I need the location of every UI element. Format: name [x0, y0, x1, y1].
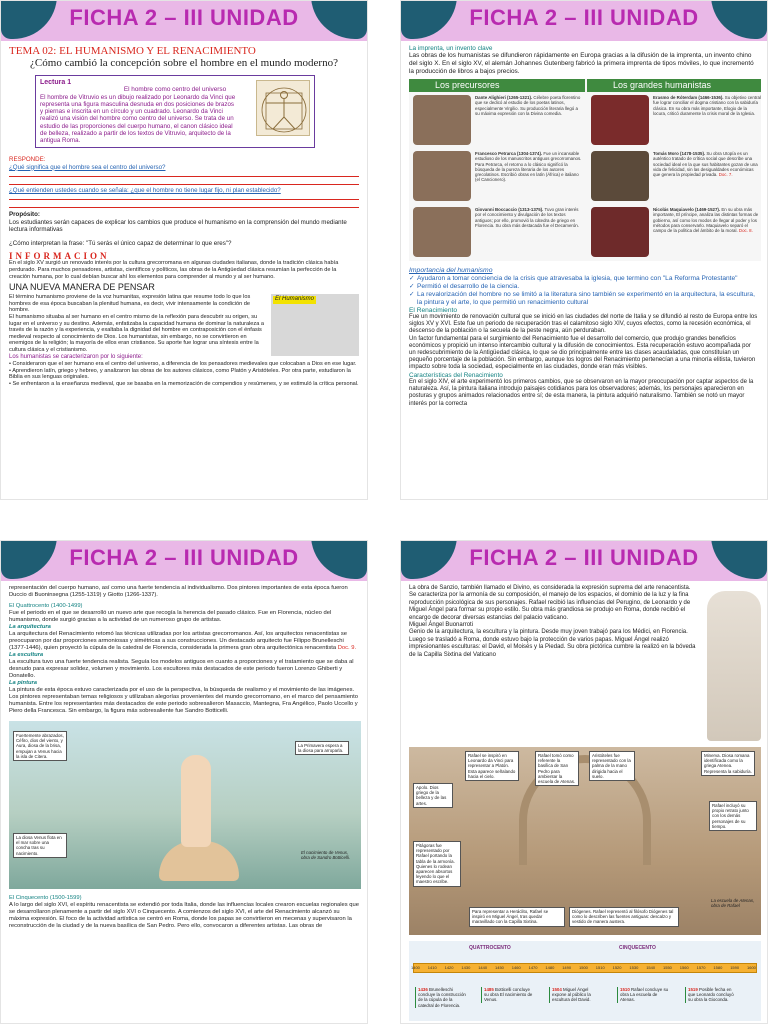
page-3: [0, 540, 368, 1024]
timeline-tick: 1460: [511, 965, 521, 970]
importance-item: ✓ La revalorización del hombre no se limitó a la literatura sino también se experimentó en la arquitectura, la escultura, la pintura y el arte, lo que permitió un renacimiento cultural: [409, 291, 759, 307]
image-note: Apolo. Dios griego de la belleza y de las artes.: [413, 783, 453, 808]
timeline-tick: 1430: [461, 965, 471, 970]
renaissance-paragraph: Un factor fundamental para el surgimiento del Renacimiento fue el desarrollo del comercio, que produjo grandes beneficios económicos y propició un intenso intercambio cultural y la difusión de conocimientos. Esta recuperación estuvo acompañada por un redescubrimiento de la Antigüedad clásica, lo que se dio principalmente entre las clases acaudaladas, que constituían un pequeño porcentaje de la población. Sin embargo, aunque los logros del Renacimiento pertenecían a una minoría elitista, tuvieron impacto sobre toda la sociedad, especialmente en las ciudades, donde eran más visibles.: [409, 335, 756, 371]
quattrocento-title: El Quattrocento (1400-1499): [9, 603, 83, 609]
paragraph: Luego se trasladó a Roma, donde estuvo bajo la protección de varios papas. Miguel Ángel realizó impresionantes esculturas: el David, el Moisés y la Piedad. Su obra pictórica cumbre la realizó en la bóveda de la Capilla Sixtina del Vaticano: [409, 636, 696, 658]
page-title: FICHA 2 – III UNIDAD: [469, 545, 699, 570]
characteristic-item: • Aprendieron latín, griego y hebreo, y analizaron las obras de los autores clásicos, como Platón y Aristóteles. Por otra parte, estudiaron la Biblia en sus lenguas originales.: [9, 367, 351, 381]
portrait-maquiavelo: [591, 207, 649, 257]
info-paragraph: El humanismo situaba al ser humano en el centro mismo de la reflexión para descubrir su origen, su lugar en el universo y su destino. Además, enfatizaba la capacidad humana de dominar la naturaleza a través de la razón y la experiencia, y exaltaba la dignidad del hombre en contraposición con el énfasis medieval respecto al conocimiento de Dios. Los humanistas, sin embargo, no se convirtieron en enemigos de la religión; la mayoría de ellos eran cristianos. Su aporte fue lograr una síntesis entre la cultura clásica y el cristianismo.: [9, 314, 264, 354]
question-2: ¿Qué entienden ustedes cuando se señala: ¿que el hombre no tiene lugar fijo, ni plan establecido?: [9, 187, 281, 195]
page-body: [409, 45, 759, 408]
page-body: [9, 45, 359, 387]
image-note: Fuertemente abrazados, Céfiro, dios del viento, y Aura, diosa de la brisa, empujan a Venus hacia la isla de Citera.: [13, 731, 67, 761]
timeline-tick: 1580: [713, 965, 723, 970]
humanist-bio: Dante Alighieri (1265-1321). Célebre poeta florentino que se dedicó al estudio de los poetas latinos, especialmente Virgilio. Su producción literaria llegó a su máxima expresión con la Divina comedia.: [475, 95, 581, 116]
renaissance-paragraph: En el siglo XIV, el arte experimentó los primeros cambios, que se observaron en la mayor preocupación por captar aspectos de la naturaleza. Así, la pintura italiana introdujo paisajes cotidianos para los observadores; además, los personajes aparecieron en posturas y grupos animados relacionados entre sí; de esta manera, la pintura adquirió naturalismo. También se notó un mayor interés por la correcta: [409, 379, 754, 407]
page-2: [400, 0, 768, 500]
timeline-tick: 1400: [411, 965, 420, 970]
timeline-tick: 1590: [730, 965, 740, 970]
reading-heading: El hombre como centro del universo: [123, 86, 227, 94]
importance-item: ✓ Permitió el desarrollo de la ciencia.: [409, 283, 759, 291]
venus-figure: [181, 755, 211, 847]
painting-title: La pintura: [9, 680, 38, 686]
sculpture-title: La escultura: [9, 652, 44, 658]
image-note: Pitágoras fue representado por Rafael portando la tabla de la armonía. Quienes lo rodean aparecen absortos leyendo lo que el maestro escribe.: [413, 841, 461, 887]
reading-text: El hombre de Vitruvio es un dibujo realizado por Leonardo da Vinci que representa una figura masculina desnuda en dos posiciones de brazos y piernas e inscrita en un círculo y un cuadrado. Leonardo da Vinci realizó una visión del hombre como centro del universo. Se trata de un estudio de las proporciones del cuerpo humano, el canon clásico ideal de belleza, realizado a partir de los textos de Vitruvio, arquitecto de la antigua Roma.: [40, 93, 236, 145]
timeline-tick: 1530: [629, 965, 639, 970]
characteristics-title: Características del Renacimiento: [409, 371, 503, 379]
section-title: UNA NUEVA MANERA DE PENSAR: [9, 282, 155, 293]
answer-line[interactable]: [9, 171, 359, 177]
timeline-event: 1485 Botticelli concluye su obra El nacimiento de Venus.: [481, 987, 535, 1003]
timeline-tick: 1490: [562, 965, 572, 970]
cinquecento-title: El Cinquecento (1500-1599): [9, 895, 82, 901]
page-1: [0, 0, 368, 500]
page-title: FICHA 2 – III UNIDAD: [69, 5, 299, 30]
question-1: ¿Qué significa que el hombre sea el centro del universo?: [9, 163, 166, 171]
info-paragraph: En el siglo XV surgió un renovado interés por la cultura grecorromana en algunas ciudades italianas, donde la tradición clásica había perdurado. Para muchos pensadores, artistas, científicos y políticos, las obras de la Antigüedad clásica resumían la perfección de la creación humana, por lo cual debían buscar ahí los elementos para comprender al mundo y al ser humano.: [9, 260, 339, 280]
image-caption: La escuela de Atenas, obra de Rafael: [711, 898, 755, 909]
info-paragraph: El término humanismo proviene de la voz humanitas, expresión latina que resume todo lo que los hombres de esa época buscaban la plenitud humana, es decir, vivir intensamente la condición de hombre.: [9, 294, 251, 314]
portrait-petrarca: [413, 151, 471, 201]
timeline-tick: 1550: [663, 965, 672, 970]
portrait-erasmo: [591, 95, 649, 145]
portrait-boccaccio: [413, 207, 471, 257]
humanist-bio: Tomás Moro (1478-1535). Su obra Utopía es un auténtico tratado de crítica social que describe una sociedad ideal en la que sus habitantes gozan de una vida de felicidad, sin las desigualdades económicas que genera la propiedad privada. Doc. 7.: [653, 151, 758, 177]
page-header: [1, 1, 367, 41]
timeline-tick: 1440: [478, 965, 488, 970]
importance-item: ✓ Ayudaron a tomar conciencia de la crisis que atravesaba la iglesia, que termino con "La Reforma Protestante": [409, 275, 759, 283]
timeline-tick: 1500: [579, 965, 588, 970]
question-3: ¿Cómo interpretan la frase: "Tú serás el único capaz de determinar lo que eres"?: [9, 239, 232, 247]
paragraph: Fue el periodo en el que se desarrolló un nuevo arte que recogía la herencia del pasado clásico. Fue en Florencia, núcleo del humanismo, donde surgió gracias a la actividad de un numeroso grupo de artistas.: [9, 610, 332, 623]
importance-list: [409, 275, 759, 307]
humanists-panel: [409, 79, 761, 261]
renaissance-title: El Renacimiento: [409, 306, 458, 314]
venus-shell: [159, 841, 239, 881]
characteristic-item: • Consideraron que el ser humano era el centro del universo, a diferencia de los pensadores medievales que colocaban a Dios en ese lugar.: [9, 361, 357, 368]
reading-box: [35, 75, 315, 148]
portrait-dante: [413, 95, 471, 145]
tema-title: TEMA 02: EL HUMANISMO Y EL RENACIMIENTO: [9, 45, 256, 57]
page-title: FICHA 2 – III UNIDAD: [69, 545, 299, 570]
paragraph: La obra de Sanzio, también llamado el Divino, es considerada la expresión suprema del arte renacentista.: [409, 585, 691, 591]
page-title: FICHA 2 – III UNIDAD: [469, 5, 699, 30]
imprenta-title: La imprenta, un invento clave: [409, 45, 493, 52]
paragraph: Genio de la arquitectura, la escultura y la pintura. Desde muy joven trabajó para los Médici, en Florencia.: [409, 629, 688, 636]
image-note: Rafael se inspiró en Leonardo da Vinci para representar a Platón. Esta aparece señalando hacia el cielo.: [465, 751, 519, 781]
timeline-tick: 1420: [444, 965, 454, 970]
birth-of-venus-image: [9, 721, 361, 889]
image-note: Rafael tomó como referente la basílica de San Pedro para ambientar la escuela de Atenas.: [535, 751, 579, 786]
humanist-bio: Erasmo de Róterdam (1466-1536). Su objetivo central fue lograr conciliar el dogma cristiano con la sabiduría clásica. En su obra más importante, Elogio de la locura, criticó duramente la crisis moral de la Iglesia.: [653, 95, 761, 116]
architecture-title: La arquitectura: [9, 624, 51, 630]
timeline-tick: 1480: [545, 965, 555, 970]
precursors-header: Los precursores: [409, 79, 585, 92]
renaissance-paragraph: Fue un movimiento de renovación cultural que se inició en las ciudades del norte de Italia y se difundió al resto de Europa entre los siglos XV y XVI. Este fue un periodo de recuperación tras el calamitoso siglo XIV, cuyos efectos, como la recesión económica, el descenso de la población o la secuela de la peste negra, aún perduraban.: [409, 314, 758, 335]
paragraph: representación del cuerpo humano, así como una fuerte tendencia al individualismo. Dos pintores importantes de esta época fueron Duccio di Buoninsegna (1255-1319) y Giotto (1266-1337).: [9, 585, 348, 598]
paragraph: Se caracteriza por la armonía de su composición, el manejo de los espacios, el dominio de la luz y la fina reproducción psicológica de sus personajes. Rafael recibió las influencias del Perugino, de Leonardo y de Miguel Ángel para formar su propio estilo. Su obra más grandiosa se produjo en Roma, donde recibió el encargo de decorar diversas estancias del palacio vaticano.: [409, 592, 691, 621]
answer-line[interactable]: [9, 194, 359, 200]
image-caption: El nacimiento de Venus, obra de Sandro Botticelli.: [301, 850, 351, 861]
characteristics-title: Los humanistas se caracterizaron por lo siguiente:: [9, 353, 143, 360]
timeline-event: 1519 Posible fecha en que Leonardo concluyó su obra la Gioconda.: [685, 987, 739, 1003]
image-note: La diosa Venus flota en el mar sobre una concha tras su nacimiento.: [13, 833, 67, 858]
timeline-tick: 1600: [747, 965, 756, 970]
paragraph: La escultura tuvo una fuerte tendencia realista. Seguía los modelos antiguos en cuanto a proporciones y el tratamiento que se daba al desnudo para expresar solidez, volumen y movimiento. Los escultores más destacados de este periodo fueron Lorenzo Ghiberti y Donatello.: [9, 659, 354, 679]
purpose-label: Propósito:: [9, 211, 40, 219]
humanist-bio: Giovanni Boccaccio (1313-1375). Tuvo gran interés por el conocimiento y divulgación de los textos antiguos; por ello, promovió la cátedra de griego en Florencia. Su obra más destacada fue el Decamerón.: [475, 207, 579, 228]
vitruvian-man-image: [256, 80, 310, 136]
timeline-tick: 1570: [696, 965, 706, 970]
image-note: Aristóteles fue representado con la palma de la mano dirigida hacia el suelo.: [589, 751, 635, 781]
portrait-moro: [591, 151, 649, 201]
page-body: [9, 585, 359, 930]
importance-title: Importancia del humanismo: [409, 267, 493, 275]
page-header: [401, 541, 767, 581]
answer-line[interactable]: [9, 202, 359, 208]
image-note: Minerva. Diosa romana identificada como la griega Atenea. Representa la sabiduría.: [701, 751, 755, 776]
timeline-tick: 1450: [495, 965, 504, 970]
page-header: [401, 1, 767, 41]
answer-line[interactable]: [9, 179, 359, 185]
timeline-tick: 1470: [528, 965, 538, 970]
michelangelo-title: Miguel Ángel Buonarroti: [409, 622, 474, 629]
paragraph: La pintura de esta época estuvo caracterizada por el uso de la perspectiva, la búsqueda de realismo y el movimiento de las imágenes. Los pintores representaban temas religiosos y utilizaban alegorías provenientes del mundo grecorromano, en el marco del pensamiento humanista. Entre los representantes más destacados de este periodo sobresalieron Masaccio, Mantegna, Fra Angélico, Paolo Uccello y Piero della Francesca. Sin embargo, la figura más sobresaliente fue Sandro Botticelli.: [9, 687, 358, 714]
timeline-label: QUATTROCENTO: [469, 945, 511, 951]
page-body: [409, 585, 697, 659]
paragraph: A lo largo del siglo XVI, el espíritu renacentista se extendió por toda Italia, donde las influencias locales crearon escuelas regionales que se desarrollaron plenamente a partir del siglo XVI o Cinquecento. A comienzos del siglo XVI, el arte del Renacimiento alcanzó su máxima expresión. El foco de la actividad artística se centró en Roma, donde los papas se convirtieron en mecenas y supervisaron la reconstrucción de la ciudad y de la nueva basílica de San Pedro. Pero ello, convocaron a diferentes artistas. Las obras de: [9, 902, 359, 929]
timeline-event: 1436 Brunelleschi concluye la construcción de la cúpula de la catedral de Florencia.: [415, 987, 469, 1008]
page-header: [1, 541, 367, 581]
responde-label: RESPONDE:: [9, 156, 46, 164]
humanist-bio: Nicolás Maquiavelo (1469-1527). En su obra más importante, El príncipe, analiza las distintas formas de gobierno, así como los modos de llegar al poder y los métodos para conservarlo. Maquiavelo separó el campo de la política del ámbito de la moral. Doc. 8.: [653, 207, 759, 233]
image-note: Para representar a Heráclito, Rafael se inspiró en Miguel Ángel, tras quedar maravillado con la Capilla Sixtina.: [469, 907, 565, 927]
great-humanists-header: Los grandes humanistas: [587, 79, 761, 92]
paragraph: La arquitectura del Renacimiento retomó las técnicas utilizadas por los artistas grecorromanos. Así, los arquitectos renacentistas se preocuparon por dar proporciones armoniosas y simétricas a sus construcciones. Un destacado arquitecto fue Filippo Brunelleschi (1377-1446), quien proyectó la cúpula de la catedral de Florencia, considerada la primera gran obra arquitectónica renacentista Doc. 9.: [9, 631, 357, 651]
timeline-tick: 1560: [679, 965, 689, 970]
timeline-tick: 1410: [427, 965, 437, 970]
timeline-event: 1510 Rafael concluye su obra La escuela de Atenas.: [617, 987, 671, 1003]
page-4: [400, 540, 768, 1024]
renaissance-timeline: [409, 941, 761, 1021]
timeline-tick: 1510: [595, 965, 605, 970]
tema-question: ¿Cómo cambió la concepción sobre el hombre en el mundo moderno?: [30, 57, 338, 69]
humanism-image: [271, 294, 359, 356]
reading-label: Lectura 1: [40, 79, 72, 86]
humanist-bio: Francesco Petrarca (1304-1374). Fue un incansable estudioso de los manuscritos antiguos grecorromanos. Para Petrarca, el retorno a lo clásico significó la búsqueda de la pureza literaria de los autores grecolatinos. Escribió obras en latín (África) e italiano (el Cancionero).: [475, 151, 582, 183]
image-note: La Primavera espera a la diosa para arroparla.: [295, 741, 349, 755]
image-note: Rafael incluyó su propio retrato junto con los demás personajes de su tiempo.: [709, 801, 757, 831]
timeline-event: 1504 Miguel Ángel expone al público la escultura del David.: [549, 987, 603, 1003]
info-title: INFORMACION: [9, 251, 110, 262]
timeline-tick: 1540: [646, 965, 656, 970]
humanism-image-label: El Humanismo: [275, 296, 315, 303]
characteristic-item: • Se enfrentaron a la enseñanza medieval, que se basaba en la memorización de compendios y resúmenes, y se estimuló la crítica personal.: [9, 380, 359, 387]
imprenta-text: Las obras de los humanistas se difundieron rápidamente en Europa gracias a la difusión de la imprenta, un invento chino del siglo X. En el siglo XV, el alemán Johannes Gutenberg fabricó la primera imprenta de tipos móviles, lo que incrementó la producción de libros a bajos precios.: [409, 52, 754, 75]
purpose-text: Los estudiantes serán capaces de explicar los cambios que produce el humanismo en la comprensión del mundo mediante lectura informativas: [9, 218, 347, 234]
david-statue-image: [707, 591, 761, 741]
school-of-athens-image: [409, 747, 761, 935]
image-note: Diógenes. Rafael representó al filósofo Diógenes tal como lo describen las fuentes antiguas: descalzo y vestido de manera austera.: [569, 907, 679, 927]
timeline-tick: 1520: [612, 965, 622, 970]
timeline-label: CINQUECENTO: [619, 945, 656, 951]
